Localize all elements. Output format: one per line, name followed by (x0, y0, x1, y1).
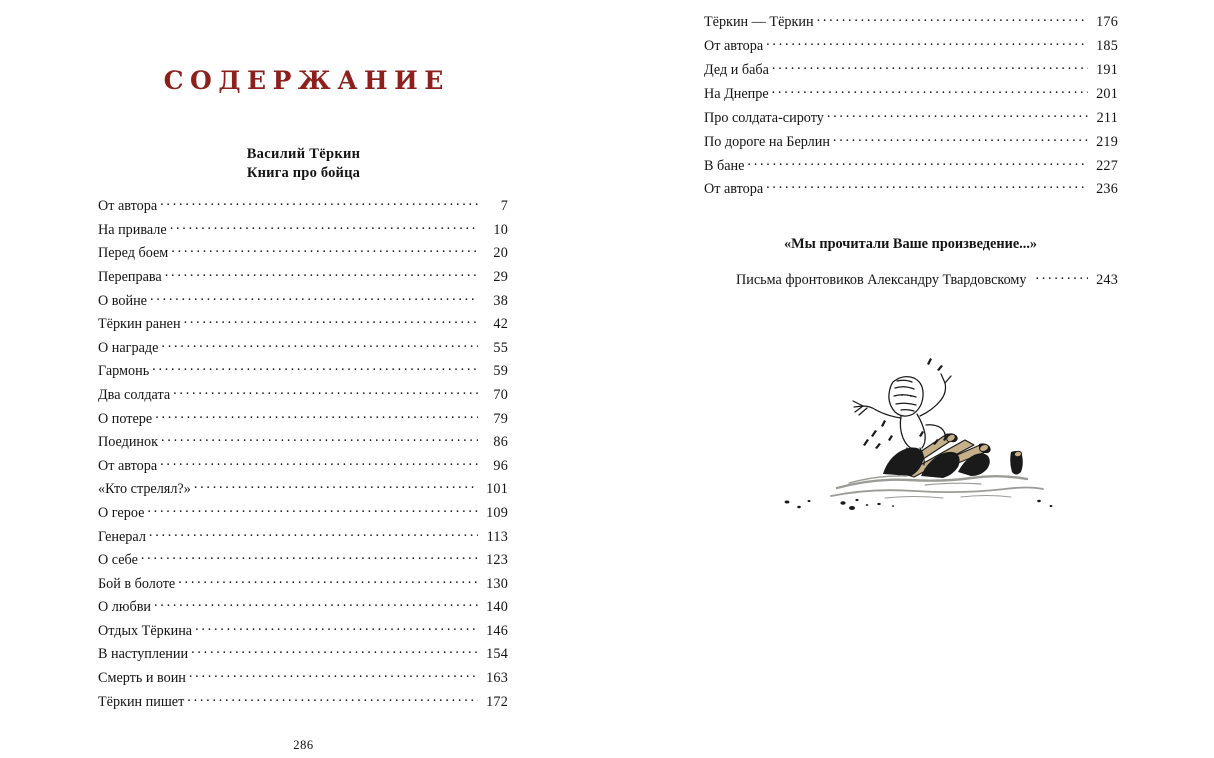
toc-entry-page: 38 (493, 292, 508, 309)
toc-entry-label: О награде (98, 339, 159, 356)
leader-dots (766, 36, 1088, 50)
toc-entry[interactable] (98, 361, 508, 385)
work-heading (0, 145, 607, 183)
toc-entry[interactable] (98, 668, 508, 692)
leader-dots (161, 338, 478, 352)
toc-entry[interactable] (98, 550, 508, 574)
toc-entry[interactable] (98, 479, 508, 503)
toc-entry-page: 86 (493, 434, 508, 451)
toc-entry[interactable] (704, 84, 1118, 108)
page-title: СОДЕРЖАНИЕ (163, 66, 450, 95)
toc-entry[interactable] (98, 408, 508, 432)
toc-entry[interactable] (704, 131, 1118, 155)
toc-entry-page: 219 (1096, 133, 1118, 150)
leader-dots (152, 361, 478, 375)
toc-entry-page: 7 (500, 198, 508, 215)
toc-entry[interactable] (98, 456, 508, 480)
toc-entry-label: Тёркин пишет (98, 693, 185, 710)
toc-entry-page: 176 (1096, 14, 1118, 31)
leader-dots (149, 526, 478, 540)
toc-entry-page: 10 (493, 221, 508, 238)
toc-entry-label: Отдых Тёркина (98, 622, 193, 639)
leader-dots (772, 84, 1088, 98)
leader-dots (772, 60, 1088, 74)
toc-entry-page: 29 (493, 268, 508, 285)
toc-entry[interactable] (98, 196, 508, 220)
leader-dots (817, 12, 1088, 26)
toc-entry-label: От автора (704, 181, 764, 198)
toc-entry[interactable] (98, 385, 508, 409)
toc-entry-label: О потере (98, 410, 153, 427)
toc-entry-label: Перед боем (98, 245, 169, 262)
toc-entry-label: На Днепре (704, 85, 769, 102)
toc-list-right (704, 12, 1118, 203)
toc-entry-page: 163 (486, 670, 508, 687)
work-subtitle: Книга про бойца (246, 165, 361, 181)
toc-entry[interactable] (98, 503, 508, 527)
toc-entry[interactable] (704, 12, 1118, 36)
leader-dots (147, 503, 478, 517)
toc-entry-label: От автора (704, 38, 764, 55)
toc-entry-label: Гармонь (98, 363, 150, 380)
toc-entry-label: Письма фронтовиков Александру Твардовскому (736, 272, 1027, 289)
toc-entry-page: 113 (486, 528, 508, 545)
toc-entry[interactable] (704, 108, 1118, 132)
leader-dots (141, 550, 478, 564)
toc-entry-label: Бой в болоте (98, 575, 176, 592)
toc-entry-label: В наступлении (98, 646, 189, 663)
leader-dots (191, 644, 478, 658)
toc-entry-page: 191 (1096, 61, 1118, 78)
leader-dots (173, 385, 478, 399)
toc-entry-page: 20 (493, 245, 508, 262)
toc-entry[interactable] (98, 621, 508, 645)
toc-entry[interactable] (704, 36, 1118, 60)
toc-entry-page: 59 (493, 363, 508, 380)
toc-entry[interactable] (98, 432, 508, 456)
leader-dots (161, 432, 478, 446)
toc-entry-label: От автора (98, 457, 158, 474)
toc-entry-label: От автора (98, 198, 158, 215)
leader-dots (827, 108, 1088, 122)
leader-dots (766, 179, 1088, 193)
toc-entry[interactable] (98, 314, 508, 338)
toc-entry-label: На привале (98, 221, 167, 238)
leader-dots (154, 597, 478, 611)
toc-entry[interactable] (98, 290, 508, 314)
toc-entry-page: 101 (486, 481, 508, 498)
leader-dots (160, 456, 478, 470)
toc-entry-page: 79 (493, 410, 508, 427)
toc-entry-page: 154 (486, 646, 508, 663)
toc-entry[interactable] (98, 243, 508, 267)
snow-bank (831, 476, 1043, 498)
toc-entry-label: О герое (98, 504, 145, 521)
toc-entry-page: 70 (493, 386, 508, 403)
toc-entry-label: В бане (704, 157, 745, 174)
leader-dots (1035, 270, 1088, 284)
leader-dots (150, 290, 478, 304)
banya-sketch-svg (775, 348, 1065, 513)
toc-entry-page: 243 (1096, 272, 1118, 289)
section-heading-letters: «Мы прочитали Ваше произведение...» (783, 236, 1038, 252)
toc-entry-page: 123 (486, 552, 508, 569)
toc-entry[interactable] (704, 179, 1118, 203)
toc-entry-label: О войне (98, 292, 147, 309)
illustration-banya-sketch (775, 348, 1065, 513)
toc-entry-label: Переправа (98, 268, 162, 285)
toc-entry-page: 236 (1096, 181, 1118, 198)
toc-entry-page: 109 (486, 504, 508, 521)
toc-entry[interactable] (98, 691, 508, 715)
folio-page-number: 286 (293, 738, 314, 752)
leader-dots (155, 408, 478, 422)
toc-entry[interactable] (704, 155, 1118, 179)
leader-dots (160, 196, 478, 210)
leader-dots (194, 479, 478, 493)
toc-entry-page: 227 (1096, 157, 1118, 174)
toc-entry-label: По дороге на Берлин (704, 133, 830, 150)
toc-entry-label: Дед и баба (704, 61, 769, 78)
leader-dots (178, 574, 478, 588)
toc-entry-label: О любви (98, 599, 151, 616)
toc-entry-page: 140 (486, 599, 508, 616)
toc-entry[interactable] (98, 597, 508, 621)
toc-entry[interactable] (98, 220, 508, 244)
toc-entry-page: 55 (493, 339, 508, 356)
leader-dots (187, 691, 478, 705)
toc-entry-page: 201 (1096, 85, 1118, 102)
toc-entry-label: Смерть и воин (98, 670, 186, 687)
toc-entry-page: 42 (493, 316, 508, 333)
leader-dots (747, 155, 1088, 169)
toc-entry[interactable] (98, 644, 508, 668)
leader-dots (170, 220, 478, 234)
toc-entry-label: Два солдата (98, 386, 171, 403)
toc-entry[interactable] (704, 60, 1118, 84)
toc-entry[interactable] (98, 267, 508, 291)
toc-list-left (98, 196, 508, 715)
toc-entry-page: 146 (486, 622, 508, 639)
toc-entry-page: 130 (486, 575, 508, 592)
work-title: Василий Тёркин (246, 146, 361, 162)
toc-entry-label: Про солдата-сироту (704, 109, 824, 126)
toc-entry-label: Тёркин — Тёркин (704, 14, 814, 31)
toc-entry-label: «Кто стрелял?» (98, 481, 191, 498)
leader-dots (171, 243, 478, 257)
toc-entry-page: 211 (1096, 109, 1118, 126)
toc-entry[interactable] (98, 338, 508, 362)
leader-dots (833, 131, 1088, 145)
toc-entry[interactable] (98, 574, 508, 598)
leader-dots (189, 668, 478, 682)
toc-entry-letters[interactable] (736, 270, 1118, 289)
toc-entry-page: 172 (486, 693, 508, 710)
leader-dots (165, 267, 478, 281)
toc-entry-label: Генерал (98, 528, 146, 545)
toc-entry-label: Тёркин ранен (98, 316, 181, 333)
toc-entry[interactable] (98, 526, 508, 550)
toc-entry-label: О себе (98, 552, 138, 569)
toc-entry-page: 96 (493, 457, 508, 474)
snow-speckles (785, 499, 1053, 510)
toc-entry-page: 185 (1096, 38, 1118, 55)
leader-dots (184, 314, 478, 328)
toc-entry-label: Поединок (98, 434, 159, 451)
leader-dots (195, 621, 478, 635)
